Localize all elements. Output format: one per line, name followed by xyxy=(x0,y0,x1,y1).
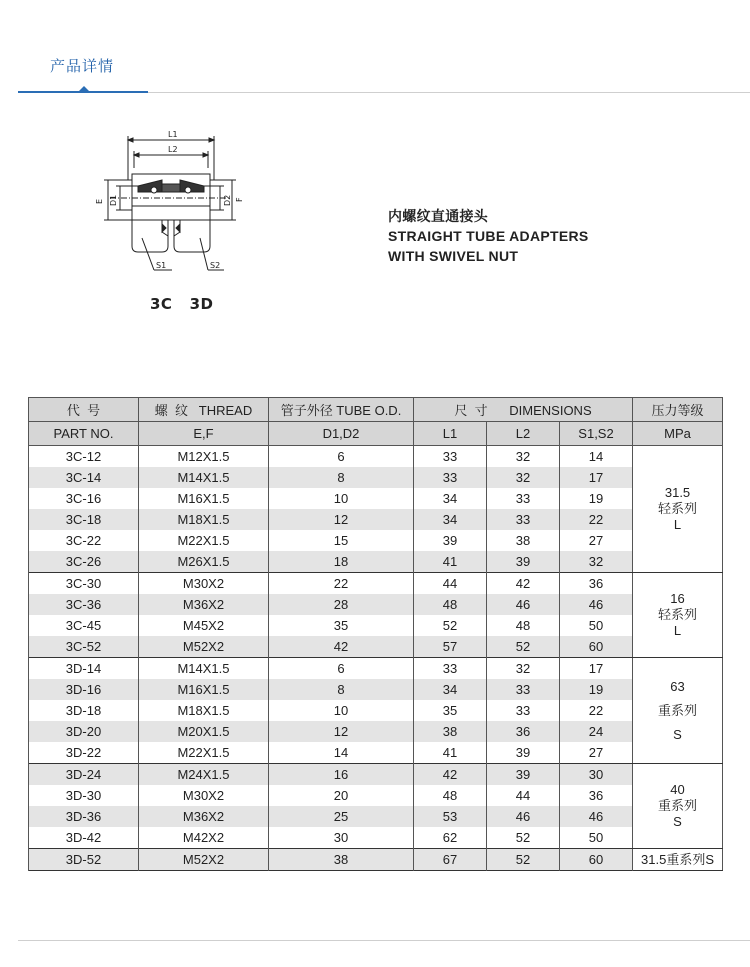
cell-s1s2: 27 xyxy=(560,530,633,551)
product-name-en-1: STRAIGHT TUBE ADAPTERS xyxy=(388,228,589,244)
cell-pressure-class xyxy=(633,849,723,871)
table-row xyxy=(29,679,723,700)
cell-s1s2: 50 xyxy=(560,827,633,849)
dim-label-f: F xyxy=(235,197,244,202)
pressure-line: 31.5 xyxy=(664,485,691,500)
table-row xyxy=(29,594,723,615)
cell-tube: 22 xyxy=(269,573,414,595)
cell-thread: M12X1.5 xyxy=(139,446,269,468)
header-pressure: 压力等级 xyxy=(633,398,723,422)
cell-s1s2: 46 xyxy=(560,806,633,827)
cell-l2: 33 xyxy=(487,679,560,700)
cell-thread: M18X1.5 xyxy=(139,700,269,721)
dim-label-l1: L1 xyxy=(168,130,178,139)
cell-tube: 12 xyxy=(269,721,414,742)
cell-thread: M22X1.5 xyxy=(139,742,269,764)
pressure-line: 16 xyxy=(670,591,685,606)
tab-header xyxy=(0,0,750,100)
cell-s1s2: 50 xyxy=(560,615,633,636)
cell-tube: 8 xyxy=(269,467,414,488)
cell-s1s2: 36 xyxy=(560,785,633,806)
pressure-line: 轻系列 xyxy=(658,501,698,516)
cell-part-no: 3C-36 xyxy=(29,594,139,615)
model-label: 3C 3D xyxy=(150,295,214,313)
cell-tube: 18 xyxy=(269,551,414,573)
cell-l2: 32 xyxy=(487,658,560,680)
dim-label-d1: D1 xyxy=(109,194,118,206)
cell-l1: 33 xyxy=(414,658,487,680)
cell-l2: 32 xyxy=(487,467,560,488)
cell-l2: 38 xyxy=(487,530,560,551)
cell-part-no: 3D-22 xyxy=(29,742,139,764)
header-dimensions: 尺 寸 DIMENSIONS xyxy=(414,398,633,422)
table-row xyxy=(29,742,723,764)
cell-thread: M14X1.5 xyxy=(139,467,269,488)
dim-label-e: E xyxy=(95,198,104,204)
cell-part-no: 3C-52 xyxy=(29,636,139,658)
cell-tube: 28 xyxy=(269,594,414,615)
cell-thread: M42X2 xyxy=(139,827,269,849)
cell-thread: M20X1.5 xyxy=(139,721,269,742)
pressure-line: 31.5重系列S xyxy=(641,851,714,867)
cell-part-no: 3D-52 xyxy=(29,849,139,871)
cell-tube: 12 xyxy=(269,509,414,530)
table-body xyxy=(29,446,723,871)
pressure-line: 重系列 xyxy=(658,702,698,718)
cell-s1s2: 36 xyxy=(560,573,633,595)
header-part-no: PART NO. xyxy=(29,422,139,446)
cell-tube: 20 xyxy=(269,785,414,806)
cell-thread: M26X1.5 xyxy=(139,551,269,573)
cell-l1: 39 xyxy=(414,530,487,551)
cell-part-no: 3D-30 xyxy=(29,785,139,806)
cell-pressure-class xyxy=(633,573,723,658)
cell-thread: M52X2 xyxy=(139,636,269,658)
cell-s1s2: 17 xyxy=(560,467,633,488)
cell-part-no: 3C-12 xyxy=(29,446,139,468)
cell-thread: M18X1.5 xyxy=(139,509,269,530)
cell-l2: 39 xyxy=(487,551,560,573)
product-name-en-2: WITH SWIVEL NUT xyxy=(388,248,519,264)
cell-part-no: 3D-20 xyxy=(29,721,139,742)
cell-s1s2: 22 xyxy=(560,509,633,530)
cell-pressure-class xyxy=(633,764,723,849)
cell-l1: 41 xyxy=(414,742,487,764)
pressure-line: 63 xyxy=(670,678,685,694)
table-row xyxy=(29,615,723,636)
pressure-line: S xyxy=(673,726,682,742)
table-row xyxy=(29,636,723,658)
table-row xyxy=(29,446,723,468)
cell-l1: 38 xyxy=(414,721,487,742)
cell-s1s2: 17 xyxy=(560,658,633,680)
cell-l1: 42 xyxy=(414,764,487,786)
cell-l2: 33 xyxy=(487,700,560,721)
cell-l2: 39 xyxy=(487,764,560,786)
pressure-line: L xyxy=(673,517,682,532)
cell-l2: 44 xyxy=(487,785,560,806)
table-row xyxy=(29,530,723,551)
cell-thread: M24X1.5 xyxy=(139,764,269,786)
dim-label-s1: S1 xyxy=(156,261,167,270)
adapter-drawing xyxy=(90,128,250,278)
cell-l1: 35 xyxy=(414,700,487,721)
cell-l2: 46 xyxy=(487,806,560,827)
table-row xyxy=(29,849,723,871)
cell-part-no: 3C-30 xyxy=(29,573,139,595)
table-row xyxy=(29,488,723,509)
product-name xyxy=(388,206,589,266)
cell-l1: 67 xyxy=(414,849,487,871)
cell-tube: 10 xyxy=(269,488,414,509)
cell-l1: 33 xyxy=(414,467,487,488)
cell-part-no: 3D-42 xyxy=(29,827,139,849)
cell-thread: M16X1.5 xyxy=(139,488,269,509)
cell-part-no: 3D-14 xyxy=(29,658,139,680)
cell-l1: 33 xyxy=(414,446,487,468)
cell-s1s2: 60 xyxy=(560,849,633,871)
cell-tube: 38 xyxy=(269,849,414,871)
spec-table xyxy=(28,397,723,871)
cell-l1: 44 xyxy=(414,573,487,595)
cell-l1: 52 xyxy=(414,615,487,636)
cell-thread: M16X1.5 xyxy=(139,679,269,700)
cell-l1: 34 xyxy=(414,679,487,700)
cell-l1: 57 xyxy=(414,636,487,658)
cell-l2: 42 xyxy=(487,573,560,595)
cell-s1s2: 32 xyxy=(560,551,633,573)
table-row xyxy=(29,806,723,827)
header-l1: L1 xyxy=(414,422,487,446)
table-row xyxy=(29,467,723,488)
table-row xyxy=(29,721,723,742)
dim-label-l2: L2 xyxy=(168,145,178,154)
cell-part-no: 3D-16 xyxy=(29,679,139,700)
cell-s1s2: 60 xyxy=(560,636,633,658)
cell-thread: M14X1.5 xyxy=(139,658,269,680)
cell-part-no: 3D-36 xyxy=(29,806,139,827)
cell-l1: 34 xyxy=(414,488,487,509)
cell-s1s2: 24 xyxy=(560,721,633,742)
table-header-row-2 xyxy=(29,422,723,446)
cell-s1s2: 46 xyxy=(560,594,633,615)
cell-l2: 52 xyxy=(487,849,560,871)
cell-part-no: 3C-45 xyxy=(29,615,139,636)
cell-l2: 33 xyxy=(487,488,560,509)
cell-l1: 48 xyxy=(414,594,487,615)
cell-thread: M30X2 xyxy=(139,573,269,595)
cell-part-no: 3C-18 xyxy=(29,509,139,530)
tab-product-details[interactable]: 产品详情 xyxy=(50,57,115,75)
cell-part-no: 3C-14 xyxy=(29,467,139,488)
cell-thread: M36X2 xyxy=(139,594,269,615)
cell-tube: 10 xyxy=(269,700,414,721)
cell-tube: 6 xyxy=(269,658,414,680)
cell-l2: 36 xyxy=(487,721,560,742)
cell-thread: M45X2 xyxy=(139,615,269,636)
cell-tube: 15 xyxy=(269,530,414,551)
table-row xyxy=(29,700,723,721)
pressure-line: L xyxy=(673,623,682,638)
pressure-line: 40 xyxy=(670,782,685,797)
cell-l1: 53 xyxy=(414,806,487,827)
table-row xyxy=(29,551,723,573)
cell-part-no: 3C-16 xyxy=(29,488,139,509)
cell-l1: 62 xyxy=(414,827,487,849)
cell-s1s2: 22 xyxy=(560,700,633,721)
header-ef: E,F xyxy=(139,422,269,446)
bottom-divider xyxy=(18,940,750,941)
table-header-row-1 xyxy=(29,398,723,422)
header-l2: L2 xyxy=(487,422,560,446)
cell-s1s2: 14 xyxy=(560,446,633,468)
cell-l2: 46 xyxy=(487,594,560,615)
cell-tube: 16 xyxy=(269,764,414,786)
cell-s1s2: 30 xyxy=(560,764,633,786)
cell-pressure-class xyxy=(633,446,723,573)
cell-tube: 30 xyxy=(269,827,414,849)
cell-thread: M36X2 xyxy=(139,806,269,827)
cell-part-no: 3D-24 xyxy=(29,764,139,786)
table-row xyxy=(29,827,723,849)
pressure-line: S xyxy=(673,814,682,829)
cell-tube: 6 xyxy=(269,446,414,468)
table-row xyxy=(29,573,723,595)
cell-thread: M30X2 xyxy=(139,785,269,806)
table-row xyxy=(29,785,723,806)
cell-l1: 41 xyxy=(414,551,487,573)
header-thread: 螺 纹 THREAD xyxy=(139,398,269,422)
table-row xyxy=(29,658,723,680)
header-tube: 管子外径 TUBE O.D. xyxy=(269,398,414,422)
cell-l2: 33 xyxy=(487,509,560,530)
tab-caret-icon xyxy=(79,86,89,91)
cell-l2: 39 xyxy=(487,742,560,764)
cell-tube: 35 xyxy=(269,615,414,636)
cell-l1: 34 xyxy=(414,509,487,530)
cell-l2: 32 xyxy=(487,446,560,468)
dim-label-s2: S2 xyxy=(210,261,221,270)
cell-l2: 52 xyxy=(487,636,560,658)
tab-active-indicator xyxy=(18,91,148,93)
cell-tube: 42 xyxy=(269,636,414,658)
cell-tube: 8 xyxy=(269,679,414,700)
product-name-cn: 内螺纹直通接头 xyxy=(388,208,489,224)
cell-pressure-class xyxy=(633,658,723,764)
cell-s1s2: 27 xyxy=(560,742,633,764)
cell-part-no: 3C-22 xyxy=(29,530,139,551)
header-mpa: MPa xyxy=(633,422,723,446)
cell-thread: M52X2 xyxy=(139,849,269,871)
pressure-line: 重系列 xyxy=(658,798,698,813)
cell-s1s2: 19 xyxy=(560,679,633,700)
cell-thread: M22X1.5 xyxy=(139,530,269,551)
table-row xyxy=(29,509,723,530)
cell-l2: 52 xyxy=(487,827,560,849)
header-d1d2: D1,D2 xyxy=(269,422,414,446)
cell-s1s2: 19 xyxy=(560,488,633,509)
cell-l2: 48 xyxy=(487,615,560,636)
dim-label-d2: D2 xyxy=(223,194,232,206)
table-row xyxy=(29,764,723,786)
cell-tube: 25 xyxy=(269,806,414,827)
cell-tube: 14 xyxy=(269,742,414,764)
cell-l1: 48 xyxy=(414,785,487,806)
cell-part-no: 3D-18 xyxy=(29,700,139,721)
header-s1s2: S1,S2 xyxy=(560,422,633,446)
header-code: 代 号 xyxy=(29,398,139,422)
pressure-line: 轻系列 xyxy=(658,607,698,622)
cell-part-no: 3C-26 xyxy=(29,551,139,573)
